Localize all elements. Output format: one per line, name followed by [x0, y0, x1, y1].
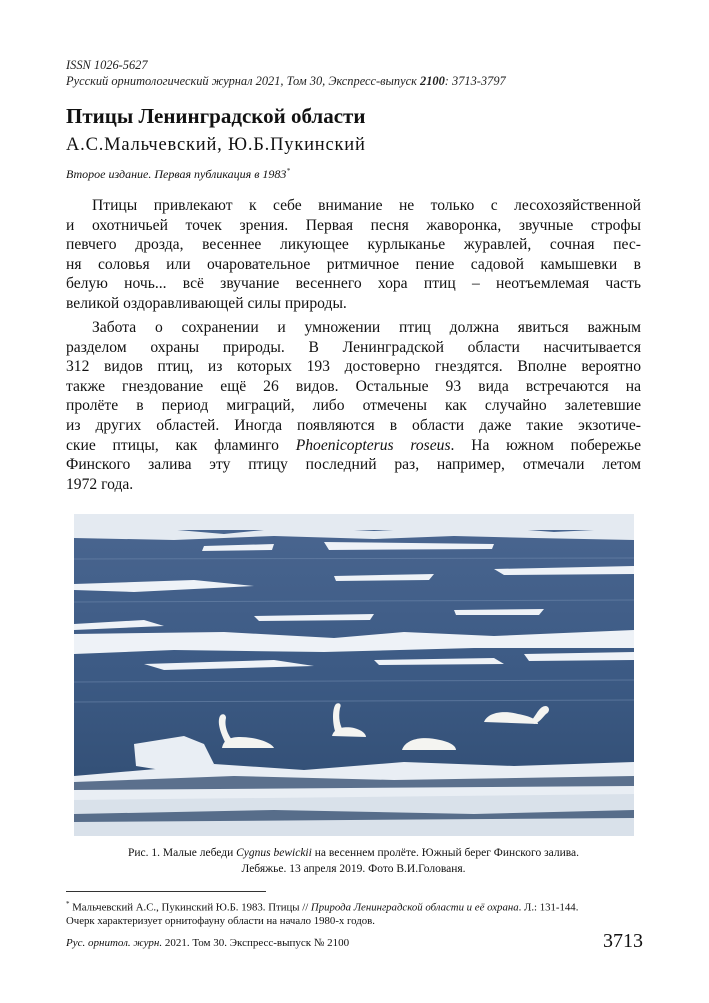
species-name: Phoenicopterus roseus: [295, 436, 451, 454]
text-line: Птицы привлекают к себе внимание не только с лесохозяйственной: [92, 197, 641, 214]
footnote-text: Мальчевский А.С., Пукинский Ю.Б. 1983. Птицы //: [69, 901, 311, 914]
article-authors: А.С.Мальчевский, Ю.Б.Пукинский: [66, 135, 366, 155]
text-line: великой оздоравливающей силы природы.: [66, 294, 347, 312]
text-line: разделом охраны природы. В Ленинградской области насчитывается: [66, 338, 641, 356]
caption-species: Cygnus bewickii: [236, 847, 312, 859]
footnote-line: [66, 898, 641, 915]
caption-text: на весеннем пролёте. Южный берег Финского залива.: [311, 847, 580, 859]
footer-journal: Рус. орнитол. журн.: [66, 937, 163, 949]
text-line: белую ночь... всё звучание весеннего хора птиц – неотъемлемая часть: [66, 275, 641, 293]
issn: ISSN 1026-5627: [66, 58, 148, 72]
journal-reference-prefix: Русский орнитологический журнал 2021, Том 30, Экспресс-выпуск: [66, 74, 421, 88]
edition-note: [66, 167, 290, 182]
journal-reference-suffix: : 3713-3797: [444, 74, 506, 88]
footer-issue: 2021. Том 30. Экспресс-выпуск № 2100: [162, 937, 350, 949]
text-line: Финского залива эту птицу последний раз, например, отмечали летом: [66, 456, 641, 474]
issue-number: 2100: [420, 74, 445, 88]
text-line: 312 видов птиц, из которых 193 достоверно гнездятся. Вполне вероятно: [66, 358, 641, 376]
caption-text: Рис. 1. Малые лебеди: [127, 847, 237, 859]
text-line: из других областей. Иногда появляются в области даже такие экзотиче-: [66, 416, 641, 434]
caption-line: Лебяжье. 13 апреля 2019. Фото В.И.Голованя.: [241, 862, 466, 875]
top-ice: [74, 514, 634, 540]
text-line: певчего дрозда, весеннее ликующее курлыканье журавлей, сочная пес-: [66, 236, 641, 254]
article-title: Птицы Ленинградской области: [66, 104, 366, 128]
text-line: Забота о сохранении и умножении птиц должна явиться важным: [92, 319, 641, 336]
footnote-text: . Л.: 131-144.: [518, 901, 579, 914]
paragraph-1: [66, 196, 641, 314]
text-line: также гнездование ещё 26 видов. Остальные 93 вида встречаются на: [66, 377, 641, 395]
page-number: 3713: [603, 930, 643, 952]
footnote-marker: *: [66, 900, 70, 908]
text-segment: ские птицы, как фламинго: [66, 436, 296, 454]
footnote-line: Очерк характеризует орнитофауну области на начало 1980-х годов.: [66, 915, 375, 928]
footnote: [66, 898, 641, 929]
figure-caption: [66, 846, 641, 877]
text-line: 1972 года.: [66, 475, 134, 493]
footnote-marker: *: [286, 167, 290, 175]
caption-line: [66, 846, 641, 862]
text-line: и охотничьей точек зрения. Первая песня жаворонка, звучные строфы: [66, 216, 641, 234]
text-segment: . На южном побережье: [450, 436, 641, 454]
paragraph-2: [66, 318, 641, 494]
text-line: [66, 436, 641, 456]
text-line: пролёте в период миграций, либо отмечены как случайно залетевшие: [66, 397, 641, 415]
journal-reference: [66, 73, 506, 89]
footnote-divider: [66, 891, 266, 892]
footer-citation: [66, 937, 349, 949]
edition-note-text: Второе издание. Первая публикация в 1983: [66, 167, 287, 181]
footnote-book-title: Природа Ленинградской области и её охрана: [310, 901, 519, 914]
swans-photo: [74, 514, 634, 836]
text-line: ня соловья или очаровательное ритмичное пение садовой камышевки в: [66, 255, 641, 273]
